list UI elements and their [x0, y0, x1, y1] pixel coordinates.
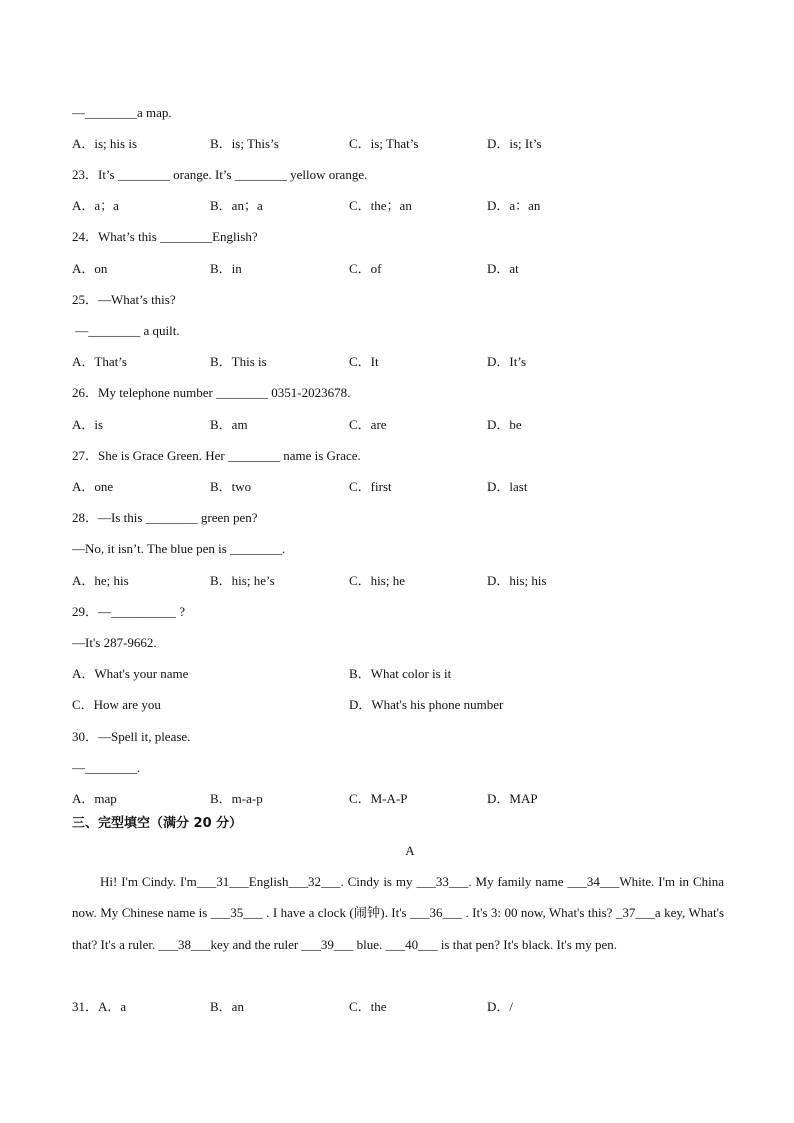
option-28-a: A．he; his: [72, 573, 129, 588]
option-23-b: B．an；a: [210, 198, 263, 213]
option-30-b: B．m-a-p: [210, 791, 263, 806]
option-27-c: C．first: [349, 479, 392, 494]
option-23-c: C．the；an: [349, 198, 412, 213]
question-25: 25．—What’s this?: [72, 292, 176, 307]
blank-33: ___33___: [416, 874, 469, 889]
option-25-c: C．It: [349, 354, 379, 369]
option-31-a: 31．A．a: [72, 999, 127, 1014]
question-28: 28．—Is this ________ green pen?: [72, 510, 258, 525]
option-25-a: A．That’s: [72, 354, 127, 369]
option-22-a: A．is; his is: [72, 136, 138, 151]
option-23-a: A．a；a: [72, 198, 119, 213]
option-23-d: D．a：an: [487, 198, 541, 213]
cloze-passage: [72, 866, 724, 960]
question-26: 26．My telephone number ________ 0351-2023678.: [72, 385, 351, 400]
option-31-b: B．an: [210, 999, 244, 1014]
question-29: 29．—__________ ?: [72, 604, 186, 619]
option-29-a: A．What's your name: [72, 666, 189, 681]
question-29-answer-line: —It's 287-9662.: [72, 635, 157, 650]
passage-text: . Cindy is my: [340, 874, 417, 889]
question-30-answer-line: —________.: [72, 760, 141, 775]
question-27: 27．She is Grace Green. Her ________ name is Grace.: [72, 448, 361, 463]
question-22-answer-line: —________a map.: [72, 105, 172, 120]
option-30-c: C．M-A-P: [349, 791, 408, 806]
option-24-d: D．at: [487, 261, 519, 276]
passage-text: blue.: [353, 936, 386, 952]
option-27-d: D．last: [487, 479, 528, 494]
option-24-b: B．in: [210, 261, 242, 276]
option-30-a: A．map: [72, 791, 117, 806]
option-26-b: B．am: [210, 417, 248, 432]
blank-31: ___31___: [196, 874, 249, 889]
blank-38: ___38___: [158, 936, 211, 952]
passage-text: is that pen? It's black. It's my pen.: [437, 936, 617, 952]
option-25-d: D．It’s: [487, 354, 527, 369]
blank-40: ___40___: [385, 936, 438, 952]
passage-text: a key, What's that? It's a ruler.: [72, 905, 725, 952]
question-25-answer-line: —________ a quilt.: [72, 323, 180, 338]
question-30: 30．—Spell it, please.: [72, 729, 191, 744]
passage-text: . I have a clock (闹钟). It's: [262, 905, 411, 921]
option-26-a: A．is: [72, 417, 104, 432]
section-heading: 三、完型填空（满分 20 分）: [72, 816, 243, 831]
option-28-c: C．his; he: [349, 573, 405, 588]
option-31-c: C．the: [349, 999, 387, 1014]
passage-label: A: [405, 843, 415, 858]
passage-text: White. I'm in China now. My Chinese name is: [72, 874, 724, 921]
option-29-d: D．What's his phone number: [349, 697, 504, 712]
question-28-answer-line: —No, it isn’t. The blue pen is ________.: [72, 541, 286, 556]
option-31-d: D．/: [487, 999, 514, 1014]
option-30-d: D．MAP: [487, 791, 538, 806]
blank-35: ___35___: [210, 905, 263, 921]
option-22-b: B．is; This’s: [210, 136, 279, 151]
passage-text: English: [248, 874, 289, 889]
blank-37: _37___: [615, 905, 655, 921]
option-29-c: C．How are you: [72, 697, 161, 712]
passage-text: . It's 3: 00 now, What's this?: [462, 905, 616, 921]
option-28-d: D．his; his: [487, 573, 547, 588]
blank-36: ___36___: [410, 905, 463, 921]
option-27-b: B．two: [210, 479, 252, 494]
blank-39: ___39___: [301, 936, 354, 952]
option-29-b: B．What color is it: [349, 666, 452, 681]
option-27-a: A．one: [72, 479, 114, 494]
option-22-d: D．is; It’s: [487, 136, 542, 151]
option-24-c: C．of: [349, 261, 382, 276]
option-28-b: B．his; he’s: [210, 573, 275, 588]
option-25-b: B．This is: [210, 354, 267, 369]
blank-32: ___32___: [288, 874, 341, 889]
option-22-c: C．is; That’s: [349, 136, 419, 151]
passage-text: Hi! I'm Cindy. I'm: [100, 874, 197, 889]
option-26-c: C．are: [349, 417, 387, 432]
blank-34: ___34___: [567, 874, 620, 889]
passage-text: . My family name: [468, 874, 568, 889]
passage-text: key and the ruler: [210, 936, 302, 952]
option-26-d: D．be: [487, 417, 522, 432]
question-24: 24．What’s this ________English?: [72, 229, 258, 244]
option-24-a: A．on: [72, 261, 108, 276]
question-23: 23．It’s ________ orange. It’s ________ yellow orange.: [72, 167, 368, 182]
